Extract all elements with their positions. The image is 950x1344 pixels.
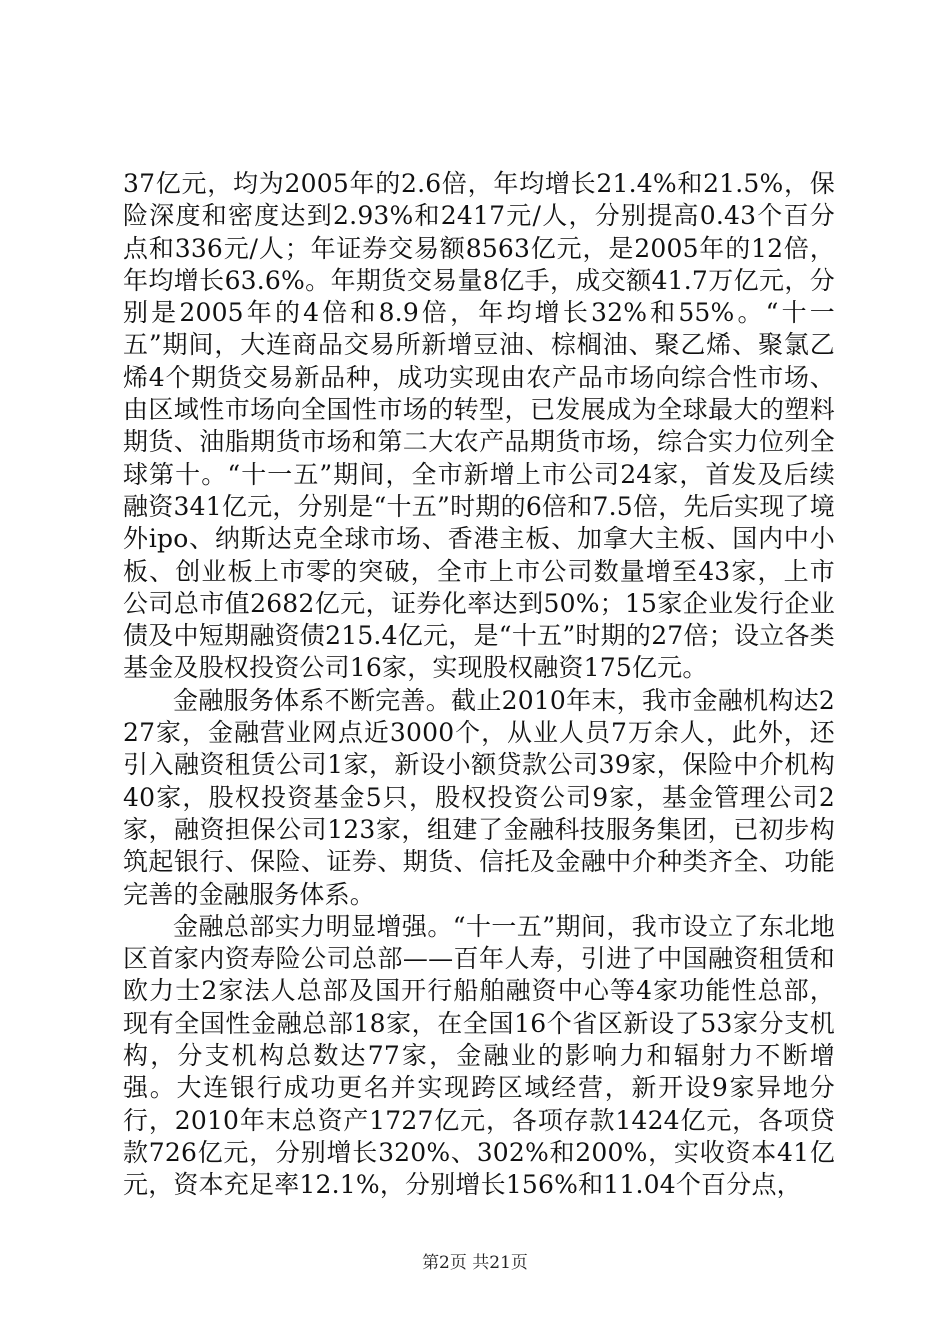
- document-body: [123, 168, 835, 1202]
- page-footer: 第2页 共21页: [422, 1253, 528, 1273]
- paragraph-insurance-securities-futures: 37亿元，均为2005年的2.6倍，年均增长21.4%和21.5%，保险深度和密度达到2.93%和2417元/人，分别提高0.43个百分点和336元/人；年证券交易额8563亿元，是2005年的12倍，年均增长63.6%。年期货交易量8亿手，成交额41.7万亿元，分别是2005年的4倍和8.9倍，年均增长32%和55%。“十一五”期间，大连商品交易所新增豆油、棕榈油、聚乙烯、聚氯乙烯4个期货交易新品种，成功实现由农产品市场向综合性市场、由区域性市场向全国性市场的转型，已发展成为全球最大的塑料期货、油脂期货市场和第二大农产品期货市场，综合实力位列全球第十。“十一五”期间，全市新增上市公司24家，首发及后续融资341亿元，分别是“十五”时期的6倍和7.5倍，先后实现了境外ipo、纳斯达克全球市场、香港主板、加拿大主板、国内中小板、创业板上市零的突破，全市上市公司数量增至43家，上市公司总市值2682亿元，证券化率达到50%；15家企业发行企业债及中短期融资债215.4亿元，是“十五”时期的27倍；设立各类基金及股权投资公司16家，实现股权融资175亿元。: [123, 169, 836, 683]
- paragraph-financial-service-system: 金融服务体系不断完善。截止2010年末，我市金融机构达227家，金融营业网点近3000个，从业人员7万余人，此外，还引入融资租赁公司1家，新设小额贷款公司39家，保险中介机构40家，股权投资基金5只，股权投资公司9家，基金管理公司2家，融资担保公司123家，组建了金融科技服务集团，已初步构筑起银行、保险、证券、期货、信托及金融中介种类齐全、功能完善的金融服务体系。: [123, 685, 835, 909]
- paragraph-financial-headquarters: 金融总部实力明显增强。“十一五”期间，我市设立了东北地区首家内资寿险公司总部——百年人寿，引进了中国融资租赁和欧力士2家法人总部及国开行船舶融资中心等4家功能性总部，现有全国性金融总部18家，在全国16个省区新设了53家分支机构，分支机构总数达77家，金融业的影响力和辐射力不断增强。大连银行成功更名并实现跨区域经营，新开设9家异地分行，2010年末总资产1727亿元，各项存款1424亿元，各项贷款726亿元，分别增长320%、302%和200%，实收资本41亿元，资本充足率12.1%，分别增长156%和11.04个百分点，: [123, 911, 835, 1200]
